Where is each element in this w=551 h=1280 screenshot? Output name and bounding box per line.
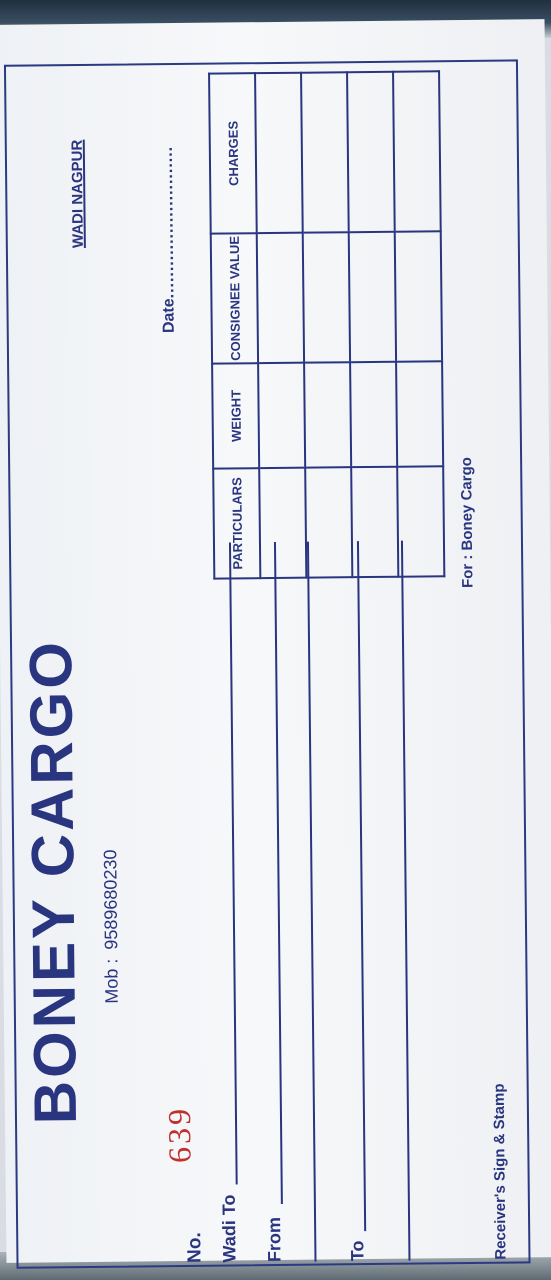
from-field[interactable] [250, 542, 288, 1262]
table-cell[interactable] [303, 232, 350, 362]
table-row [301, 72, 352, 577]
to-label: To [347, 1240, 368, 1262]
table-row [255, 73, 306, 578]
from-label: From [264, 1216, 285, 1263]
branch-name: WADI NAGPUR [68, 139, 87, 249]
particulars-table [208, 70, 445, 579]
mobile-line [100, 845, 123, 1003]
date-label: Date [160, 298, 178, 334]
header-consignee-value: CONSIGNEE VALUE [211, 233, 258, 363]
to-extra-line[interactable] [401, 541, 411, 1261]
date-field[interactable] [159, 146, 179, 333]
receipt-border [4, 59, 531, 1268]
table-cell[interactable] [301, 72, 349, 232]
table-cell[interactable] [257, 233, 304, 363]
mobile-number: 9589680230 [100, 849, 122, 950]
date-dots: ............................ [158, 145, 178, 299]
for-company-label: For : Boney Cargo [458, 457, 477, 589]
table-cell[interactable] [259, 468, 306, 578]
wadi-to-field[interactable] [205, 542, 243, 1262]
table-cell[interactable] [397, 466, 444, 576]
table-cell[interactable] [258, 363, 305, 468]
mobile-label: Mob : [101, 958, 122, 1004]
table-header-row [209, 73, 260, 578]
from-line [274, 542, 283, 1204]
table-cell[interactable] [395, 231, 442, 361]
table-cell[interactable] [305, 467, 352, 577]
to-line [357, 541, 366, 1231]
receipt-paper [0, 19, 551, 1263]
wadi-to-line [229, 542, 238, 1184]
to-field[interactable] [333, 541, 371, 1261]
table-cell[interactable] [349, 232, 396, 362]
table-row [347, 72, 398, 577]
receipt-number: 639 [160, 1105, 198, 1164]
table-cell[interactable] [347, 72, 395, 232]
from-extra-line[interactable] [307, 542, 317, 1262]
table-cell[interactable] [396, 361, 443, 466]
receipt-number-label: No. [184, 1232, 206, 1263]
header-weight: WEIGHT [212, 363, 259, 468]
table-cell[interactable] [393, 71, 441, 231]
wadi-to-label: Wadi To [218, 1194, 240, 1263]
header-particulars: PARTICULARS [213, 468, 260, 578]
table-cell[interactable] [350, 362, 397, 467]
receipt-content [10, 59, 533, 1264]
table-row [393, 71, 444, 576]
company-title: BONEY CARGO [16, 638, 90, 1125]
table-cell[interactable] [255, 73, 303, 233]
table-cell[interactable] [304, 362, 351, 467]
table-cell[interactable] [351, 467, 398, 577]
header-charges: CHARGES [209, 73, 257, 233]
receiver-sign-label: Receiver's Sign & Stamp [490, 1083, 510, 1260]
